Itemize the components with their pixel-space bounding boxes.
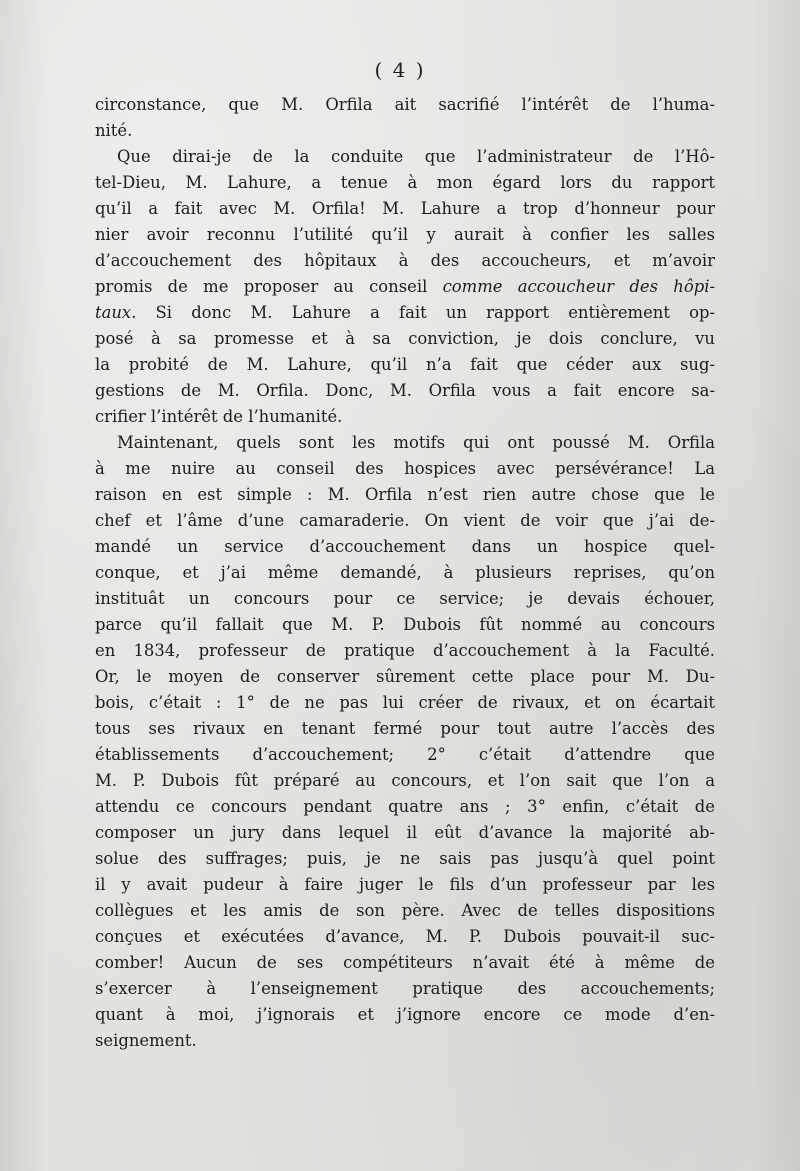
text-line: comber! Aucun de ses compétiteurs n’avait été à même de [95, 953, 715, 972]
paragraph-2 [95, 144, 715, 430]
text-segment: promis de me proposer au conseil [95, 277, 428, 296]
text-line: instituât un concours pour ce service; je devais échouer, [95, 589, 715, 608]
italic-segment: taux [95, 303, 132, 322]
text-line-mixed [95, 300, 715, 326]
text-line: parce qu’il fallait que M. P. Dubois fût nommé au concours [95, 615, 715, 634]
text-line: raison en est simple : M. Orfila n’est rien autre chose que le [95, 485, 715, 504]
text-line: M. P. Dubois fût préparé au concours, et l’on sait que l’on a [95, 771, 715, 790]
text-line: mandé un service d’accouchement dans un hospice quel- [95, 537, 715, 556]
paragraph-3 [95, 430, 715, 1054]
text-line: circonstance, que M. Orfila ait sacrifié l’intérêt de l’huma- [95, 95, 715, 114]
text-line: qu’il a fait avec M. Orfila! M. Lahure a trop d’honneur pour [95, 199, 715, 218]
text-line: il y avait pudeur à faire juger le fils d’un professeur par les [95, 875, 715, 894]
text-line-mixed [95, 274, 715, 300]
text-line: nier avoir reconnu l’utilité qu’il y aurait à confier les salles [95, 225, 715, 244]
text-line: Maintenant, quels sont les motifs qui ont poussé M. Orfila [117, 433, 715, 452]
text-line: conque, et j’ai même demandé, à plusieurs reprises, qu’on [95, 563, 715, 582]
text-line: quant à moi, j’ignorais et j’ignore encore ce mode d’en- [95, 1005, 715, 1024]
text-line: établissements d’accouchement; 2° c’était d’attendre que [95, 745, 715, 764]
page-number: ( 4 ) [374, 58, 426, 82]
paragraph-1 [95, 92, 715, 144]
text-line: chef et l’âme d’une camaraderie. On vient de voir que j’ai de- [95, 511, 715, 530]
text-line: crifier l’intérêt de l’humanité. [95, 407, 343, 426]
text-line: la probité de M. Lahure, qu’il n’a fait que céder aux sug- [95, 355, 715, 374]
text-line: Or, le moyen de conserver sûrement cette place pour M. Du- [95, 667, 715, 686]
body-text [95, 92, 715, 1054]
text-line: posé à sa promesse et à sa conviction, je dois conclure, vu [95, 329, 715, 348]
text-line: conçues et exécutées d’avance, M. P. Dubois pouvait-il suc- [95, 927, 715, 946]
text-line: tel-Dieu, M. Lahure, a tenue à mon égard lors du rapport [95, 173, 715, 192]
text-line: bois, c’était : 1° de ne pas lui créer de rivaux, et on écartait [95, 693, 715, 712]
text-line: en 1834, professeur de pratique d’accouchement à la Faculté. [95, 641, 715, 660]
text-line: seignement. [95, 1031, 197, 1050]
text-line: gestions de M. Orfila. Donc, M. Orfila vous a fait encore sa- [95, 381, 715, 400]
text-line: attendu ce concours pendant quatre ans ; 3° enfin, c’était de [95, 797, 715, 816]
text-segment: . Si donc M. Lahure a fait un rapport entièrement op- [131, 303, 715, 322]
text-line: Que dirai-je de la conduite que l’administrateur de l’Hô- [117, 147, 715, 166]
text-line: nité. [95, 121, 133, 140]
text-line: d’accouchement des hôpitaux à des accoucheurs, et m’avoir [95, 251, 715, 270]
italic-segment: comme accoucheur des hôpi- [442, 277, 715, 296]
text-line: tous ses rivaux en tenant fermé pour tout autre l’accès des [95, 719, 715, 738]
text-line: s’exercer à l’enseignement pratique des accouchements; [95, 979, 715, 998]
text-line: solue des suffrages; puis, je ne sais pas jusqu’à quel point [95, 849, 715, 868]
text-line: collègues et les amis de son père. Avec de telles dispositions [95, 901, 715, 920]
text-line: à me nuire au conseil des hospices avec persévérance! La [95, 459, 715, 478]
text-line: composer un jury dans lequel il eût d’avance la majorité ab- [95, 823, 715, 842]
